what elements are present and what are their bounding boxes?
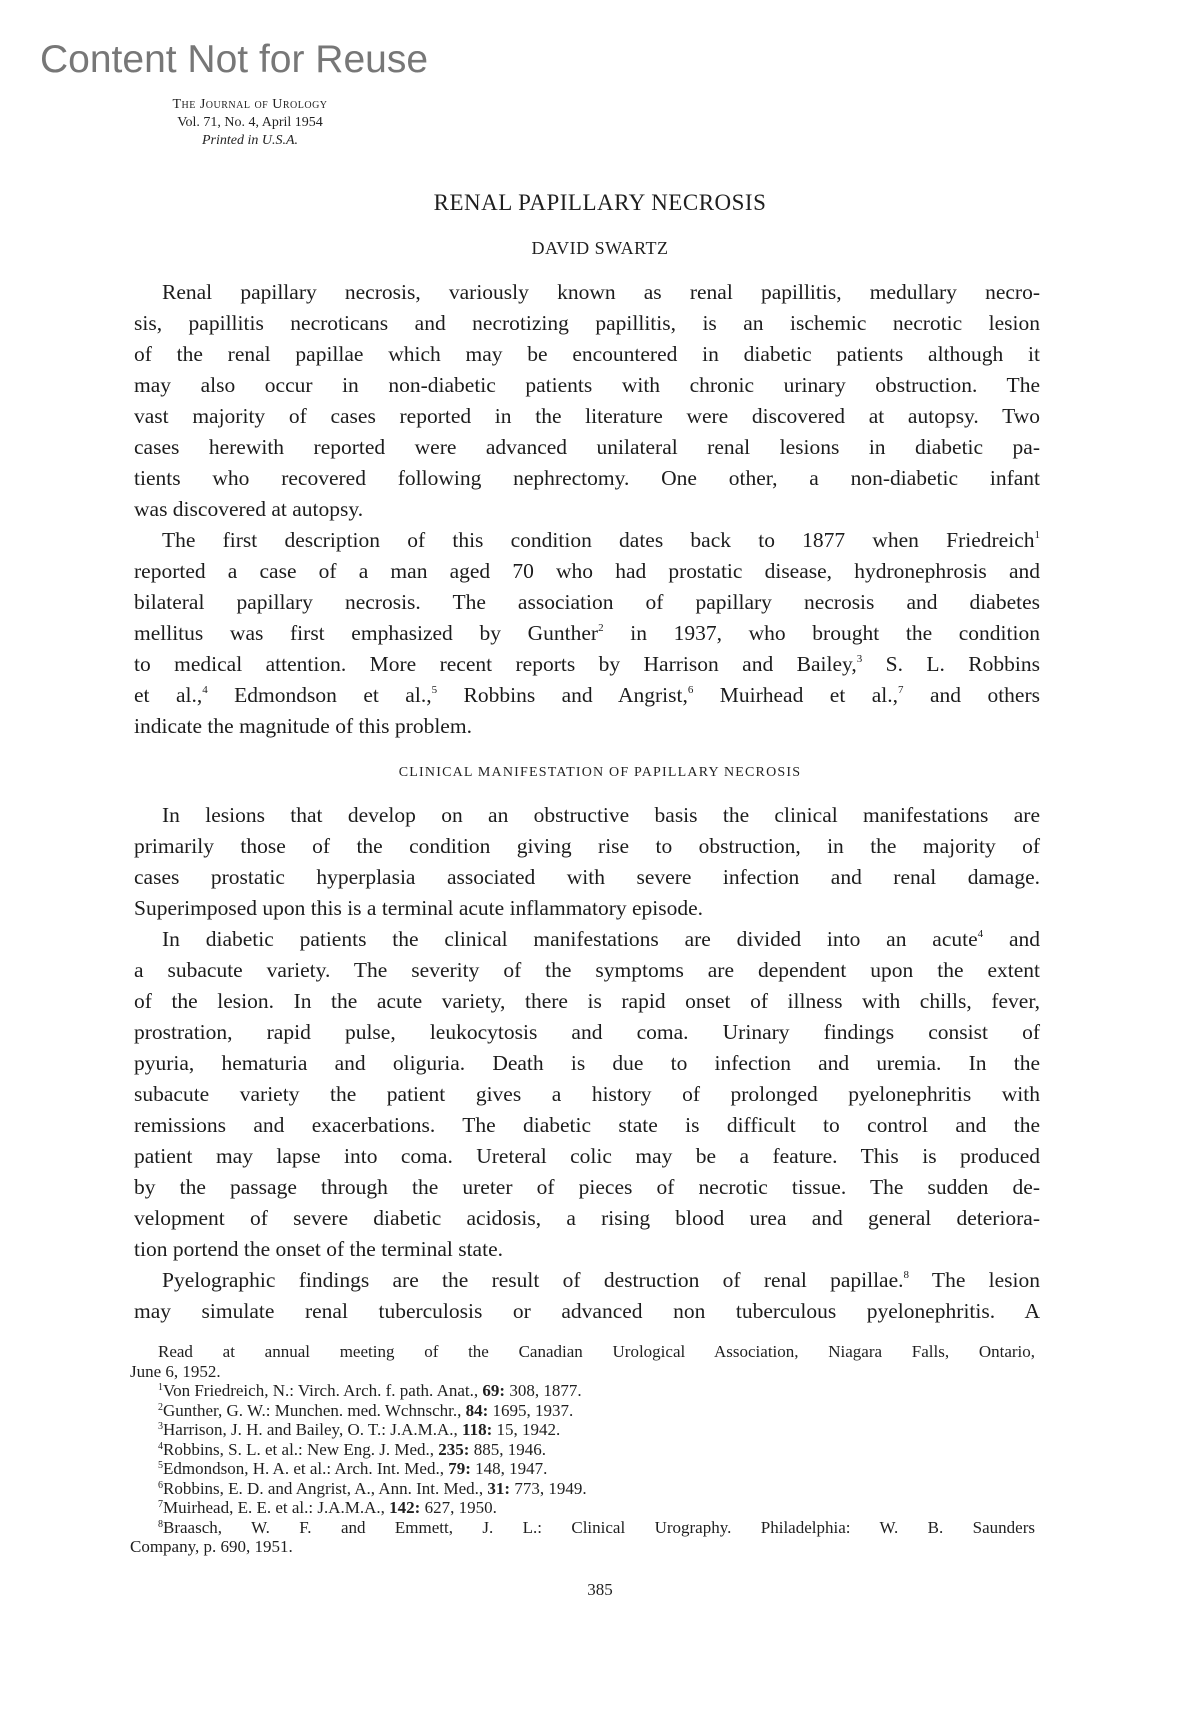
text-line: patient may lapse into coma. Ureteral colic may be a feature. This is produced (134, 1144, 1040, 1168)
reference-pages: 308, 1877. (505, 1381, 582, 1400)
reference-pages: 148, 1947. (470, 1459, 548, 1478)
reference-number: 6 (158, 1479, 163, 1491)
text-span: Muirhead et al., (693, 683, 899, 707)
text-line: cases herewith reported were advanced unilateral renal lesions in diabetic pa- (134, 435, 1040, 459)
text-span: et al., (134, 683, 203, 707)
reference-text: Edmondson, H. A. et al.: Arch. Int. Med., (163, 1459, 449, 1478)
reference-item (130, 1518, 1035, 1538)
history-paragraph (134, 525, 1040, 742)
reference-volume: 69: (482, 1381, 506, 1400)
text-line: tion portend the onset of the terminal state. (134, 1237, 503, 1261)
intro-paragraph (134, 277, 1040, 525)
text-line: Renal papillary necrosis, variously known as renal papillitis, medullary necro- (162, 280, 1040, 304)
text-line: vast majority of cases reported in the literature were discovered at autopsy. Two (134, 404, 1040, 428)
text-line: reported a case of a man aged 70 who had prostatic disease, hydronephrosis and (134, 559, 1040, 583)
text-line: bilateral papillary necrosis. The association of papillary necrosis and diabetes (134, 590, 1040, 614)
text-line: indicate the magnitude of this problem. (134, 714, 472, 738)
reference-pages: 15, 1942. (492, 1420, 561, 1439)
printed-note: Printed in U.S.A. (201, 133, 299, 148)
text-span: and others (903, 683, 1040, 707)
text-span: In diabetic patients the clinical manifestations are divided into an acute (162, 927, 978, 951)
reference-number: 5 (158, 1460, 163, 1471)
reference-item (130, 1440, 1035, 1460)
reference-pages: 773, 1949. (510, 1478, 587, 1498)
reference-text: Von Friedreich, N.: Virch. Arch. f. path. Anat., (163, 1381, 483, 1400)
reference-number: 7 (158, 1499, 163, 1510)
article-author: DAVID SWARTZ (531, 238, 669, 258)
text-span: Pyelographic findings are the result of destruction of renal papillae. (162, 1268, 904, 1292)
reference-pages: 885, 1946. (469, 1439, 546, 1459)
footnote-ref[interactable]: 7 (898, 684, 904, 696)
volume-issue: Vol. 71, No. 4, April 1954 (177, 115, 323, 130)
text-line: In lesions that develop on an obstructive basis the clinical manifestations are (162, 803, 1040, 827)
text-line: prostration, rapid pulse, leukocytosis and coma. Urinary findings consist of (134, 1020, 1040, 1044)
text-span: Robbins and Angrist, (437, 683, 688, 707)
reference-item (130, 1479, 1035, 1499)
text-line: tients who recovered following nephrectomy. One other, a non-diabetic infant (134, 466, 1040, 490)
footnote-ref[interactable]: 6 (687, 684, 694, 696)
reference-item (130, 1381, 1035, 1401)
reference-text: Robbins, E. D. and Angrist, A., Ann. Int. Med., (163, 1478, 488, 1498)
text-line: of the renal papillae which may be encountered in diabetic patients although it (134, 342, 1040, 366)
footnote-ref[interactable]: 3 (856, 653, 863, 665)
text-line: pyuria, hematuria and oliguria. Death is due to infection and uremia. In the (134, 1051, 1040, 1075)
text-line (134, 924, 1040, 955)
text-span: in 1937, who brought the condition (603, 621, 1040, 645)
text-span: The first description of this condition dates back to 1877 when Friedreich (162, 528, 1035, 552)
reference-number: 8 (158, 1518, 163, 1530)
text-line: subacute variety the patient gives a history of prolonged pyelonephritis with (134, 1082, 1040, 1106)
text-span: to medical attention. More recent reports by Harrison and Bailey, (134, 652, 857, 676)
journal-name: The Journal of Urology (172, 97, 328, 112)
reference-number: 2 (158, 1401, 163, 1413)
reference-item (130, 1420, 1035, 1440)
text-span: mellitus was first emphasized by Gunther (134, 621, 599, 645)
text-line (134, 680, 1040, 711)
reference-volume: 79: (448, 1459, 471, 1478)
reference-text: Gunther, G. W.: Munchen. med. Wchnschr., (163, 1400, 466, 1420)
obstructive-paragraph (134, 800, 1040, 924)
reference-pages: 1695, 1937. (488, 1400, 574, 1420)
text-line: was discovered at autopsy. (134, 497, 364, 521)
text-line: cases prostatic hyperplasia associated with severe infection and renal damage. (134, 865, 1040, 889)
read-note-date: June 6, 1952. (130, 1361, 221, 1381)
text-line: may simulate renal tuberculosis or advanced non tuberculous pyelonephritis. A (134, 1299, 1040, 1323)
reference-volume: 84: (465, 1400, 489, 1420)
text-line: of the lesion. In the acute variety, there is rapid onset of illness with chills, fever, (134, 989, 1040, 1013)
footnotes (130, 1342, 1035, 1557)
text-line (134, 1265, 1040, 1296)
text-span: S. L. Robbins (862, 652, 1040, 676)
reference-volume: 31: (487, 1478, 511, 1498)
reference-volume: 235: (438, 1439, 470, 1459)
text-line: remissions and exacerbations. The diabetic state is difficult to control and the (134, 1113, 1040, 1137)
text-span: and (983, 927, 1040, 951)
text-line: a subacute variety. The severity of the symptoms are dependent upon the extent (134, 958, 1040, 982)
footnote-ref[interactable]: 1 (1034, 529, 1040, 541)
diabetic-paragraph (134, 924, 1040, 1265)
text-line: Superimposed upon this is a terminal acute inflammatory episode. (134, 896, 704, 920)
reference-item (130, 1498, 1035, 1518)
pyelographic-paragraph (134, 1265, 1040, 1327)
reference-volume: 118: (462, 1420, 493, 1439)
reference-item (130, 1401, 1035, 1421)
journal-header (130, 96, 370, 150)
footnote-ref[interactable]: 4 (977, 928, 984, 940)
page-number: 385 (587, 1580, 613, 1599)
reference-text: Braasch, W. F. and Emmett, J. L.: Clinical Urography. Philadelphia: W. B. Saunders (163, 1517, 1035, 1537)
footnote-ref[interactable]: 5 (431, 684, 438, 696)
reference-volume: 142: (389, 1498, 421, 1517)
reference-number: 1 (158, 1382, 163, 1393)
section-heading: CLINICAL MANIFESTATION OF PAPILLARY NECROSIS (398, 765, 802, 780)
reference-pages: 627, 1950. (420, 1498, 497, 1517)
text-line: by the passage through the ureter of pieces of necrotic tissue. The sudden de- (134, 1175, 1040, 1199)
text-span: Edmondson et al., (207, 683, 432, 707)
read-note: Read at annual meeting of the Canadian Urological Association, Niagara Falls, Ontario, (158, 1342, 1035, 1361)
reference-text: Robbins, S. L. et al.: New Eng. J. Med., (163, 1439, 439, 1459)
reference-text: Muirhead, E. E. et al.: J.A.M.A., (163, 1498, 390, 1517)
watermark: Content Not for Reuse (40, 38, 429, 81)
text-span: The lesion (909, 1268, 1040, 1292)
text-line: sis, papillitis necroticans and necrotizing papillitis, is an ischemic necrotic lesion (134, 311, 1040, 335)
reference-text: Harrison, J. H. and Bailey, O. T.: J.A.M.A., (163, 1420, 463, 1439)
reference-continuation: Company, p. 690, 1951. (130, 1537, 293, 1556)
text-line: velopment of severe diabetic acidosis, a rising blood urea and general deteriora- (134, 1206, 1040, 1230)
text-line: may also occur in non-diabetic patients with chronic urinary obstruction. The (134, 373, 1040, 397)
reference-item (130, 1459, 1035, 1479)
footnote-ref[interactable]: 8 (903, 1269, 910, 1281)
reference-number: 3 (158, 1421, 163, 1432)
article-title: RENAL PAPILLARY NECROSIS (433, 190, 767, 215)
text-line: primarily those of the condition giving rise to obstruction, in the majority of (134, 834, 1040, 858)
footnote-ref[interactable]: 2 (598, 622, 604, 634)
footnote-ref[interactable]: 4 (202, 684, 208, 696)
text-line (134, 649, 1040, 680)
text-line (134, 618, 1040, 649)
reference-number: 4 (158, 1440, 163, 1452)
text-line (134, 525, 1040, 556)
